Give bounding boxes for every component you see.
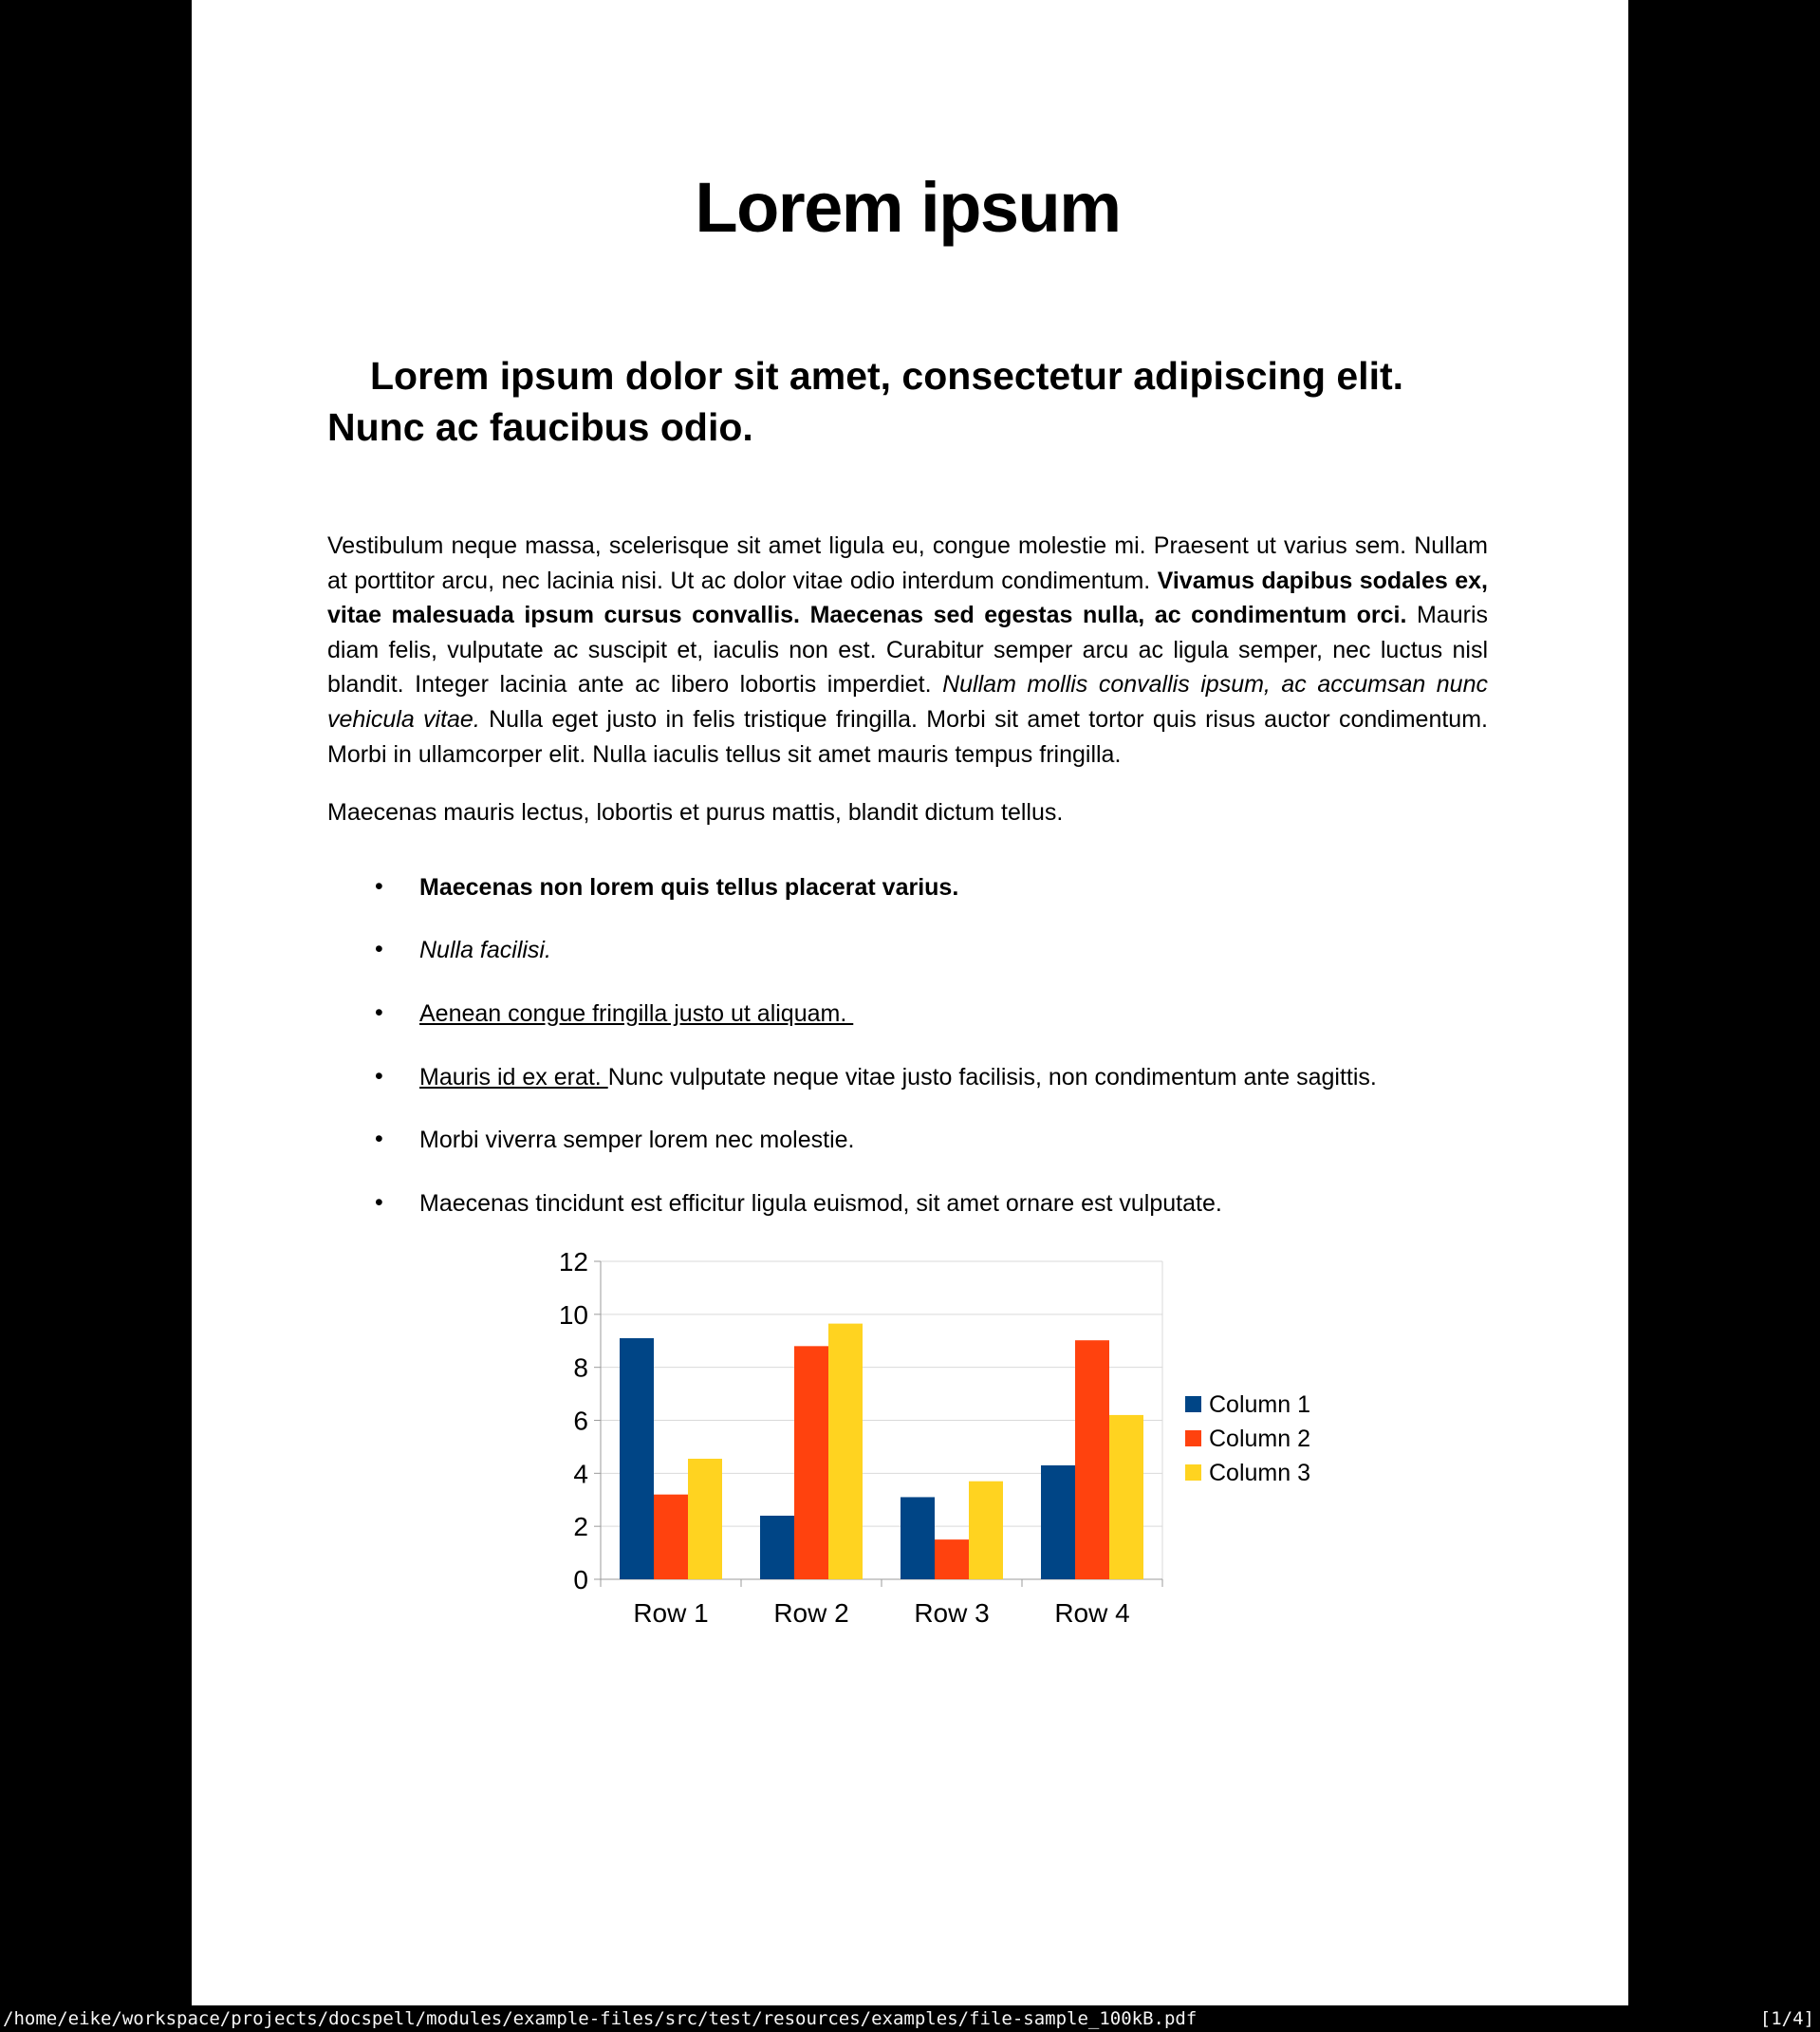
legend-swatch	[1185, 1396, 1201, 1412]
bullet-list	[327, 870, 1488, 1221]
document-page[interactable]	[192, 0, 1628, 2005]
legend-swatch	[1185, 1464, 1201, 1481]
bar	[688, 1459, 722, 1579]
bar	[1041, 1465, 1075, 1579]
y-tick-label: 6	[573, 1406, 588, 1436]
bar-chart	[327, 1249, 1488, 1657]
list-item-text: Mauris id ex erat.	[419, 1063, 608, 1091]
y-tick-label: 4	[573, 1459, 588, 1489]
legend-label: Column 1	[1209, 1391, 1310, 1419]
paragraph-run-italic: Nullam mollis convallis ipsum, ac accumsan nunc vehicula vitae.	[327, 671, 1488, 733]
list-item	[375, 1186, 1488, 1221]
bar	[1109, 1415, 1143, 1579]
paragraph-run: Mauris diam felis, vulputate ac suscipit et, iaculis non est. Curabitur semper arcu ac ligula semper, nec luctus nisl blandit. Integer lacinia ante ac libero lobortis imperdiet.	[327, 602, 1488, 699]
y-tick-label: 2	[573, 1512, 588, 1542]
paragraph-run: Vestibulum neque massa, scelerisque sit amet ligula eu, congue molestie mi. Praesent ut varius sem. Nullam at porttitor arcu, nec lacinia nisi. Ut ac dolor vitae odio interdum condimentum.	[327, 532, 1488, 594]
list-item	[375, 870, 1488, 905]
x-category-label: Row 1	[633, 1598, 709, 1629]
y-tick-label: 10	[558, 1300, 588, 1331]
paragraph-run: Nulla eget justo in felis tristique fringilla. Morbi sit amet tortor quis risus auctor condimentum. Morbi in ullamcorper elit. Nulla iaculis tellus sit amet mauris tempus fringilla.	[327, 705, 1488, 768]
y-tick-label: 12	[558, 1249, 588, 1277]
list-item-text: Maecenas tincidunt est efficitur ligula euismod, sit amet ornare est vulputate.	[419, 1189, 1222, 1217]
bar	[828, 1324, 863, 1579]
x-category-label: Row 2	[773, 1598, 849, 1629]
y-tick-label: 0	[573, 1565, 588, 1595]
list-item	[375, 1060, 1488, 1095]
bullet-icon: •	[375, 1062, 383, 1090]
x-category-label: Row 3	[914, 1598, 990, 1629]
legend-swatch	[1185, 1430, 1201, 1446]
list-item-text: Nulla facilisi.	[419, 937, 551, 964]
bullet-icon: •	[375, 872, 383, 900]
bar	[620, 1338, 654, 1579]
paragraph-run-bold: Vivamus dapibus sodales ex, vitae malesuada ipsum cursus convallis. Maecenas sed egestas nulla, ac condimentum orci.	[327, 567, 1488, 629]
bullet-icon: •	[375, 936, 383, 963]
bar	[969, 1482, 1003, 1579]
bar	[1075, 1341, 1109, 1580]
page-content	[327, 0, 1488, 1657]
document-title: Lorem ipsum	[695, 168, 1121, 247]
bullet-icon: •	[375, 998, 383, 1026]
y-tick-label: 8	[573, 1352, 588, 1383]
statusbar	[0, 2005, 1820, 2032]
statusbar-page-indicator: [1/4]	[1759, 2008, 1814, 2029]
bar	[901, 1498, 935, 1580]
legend-label: Column 3	[1209, 1460, 1310, 1487]
bullet-icon: •	[375, 1188, 383, 1216]
bar	[654, 1495, 688, 1579]
body-paragraph	[327, 529, 1488, 772]
bar	[935, 1539, 969, 1579]
list-item	[375, 933, 1488, 968]
x-category-label: Row 4	[1054, 1598, 1130, 1629]
statusbar-file-path: /home/eike/workspace/projects/docspell/modules/example-files/src/test/resources/examples/file-sample_100kB.pdf	[3, 2008, 1198, 2029]
legend-label: Column 2	[1209, 1426, 1310, 1453]
bar	[760, 1516, 794, 1579]
list-item-text: Aenean congue fringilla justo ut aliquam.	[419, 999, 854, 1027]
list-item	[375, 1123, 1488, 1158]
list-item-text: Morbi viverra semper lorem nec molestie.	[419, 1127, 855, 1154]
list-item-text: Maecenas non lorem quis tellus placerat varius.	[419, 873, 959, 901]
section-heading: Lorem ipsum dolor sit amet, consectetur adipiscing elit. Nunc ac faucibus odio.	[327, 354, 1404, 449]
bar	[794, 1347, 828, 1580]
list-item	[375, 997, 1488, 1032]
body-paragraph: Maecenas mauris lectus, lobortis et purus mattis, blandit dictum tellus.	[327, 799, 1064, 827]
bullet-icon: •	[375, 1126, 383, 1153]
bar-chart-svg	[327, 1249, 1488, 1657]
list-item-text: Nunc vulputate neque vitae justo facilisis, non condimentum ante sagittis.	[607, 1063, 1377, 1091]
